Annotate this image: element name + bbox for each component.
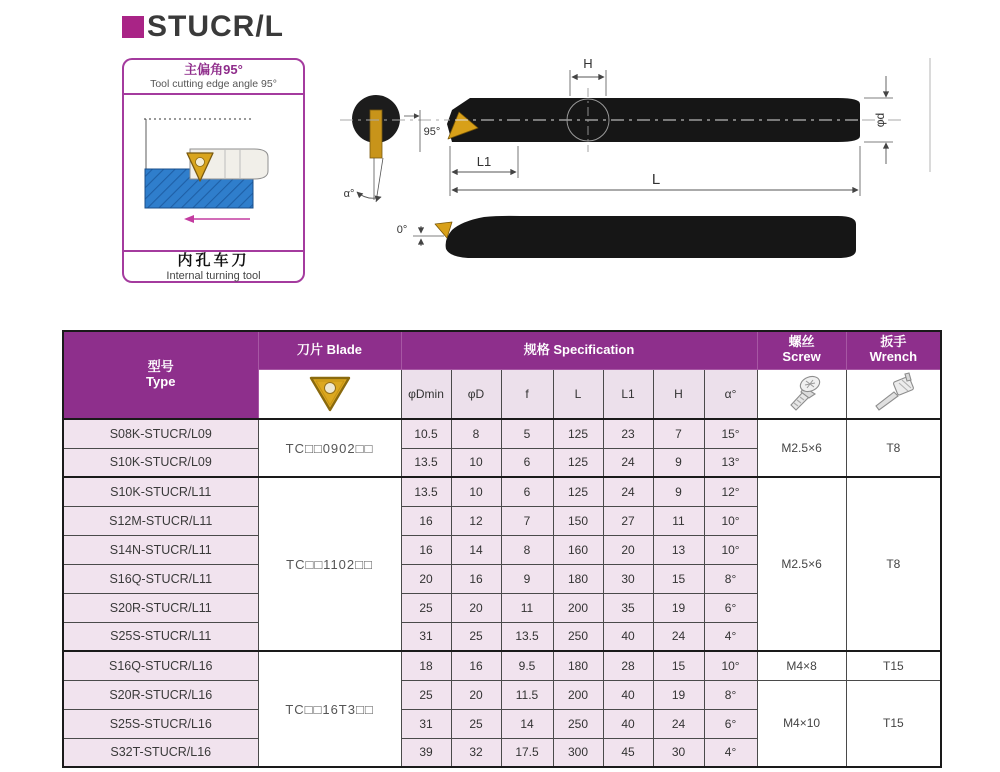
wrench-image-cell bbox=[846, 369, 941, 419]
spec-value-cell: 39 bbox=[401, 738, 451, 767]
spec-value-cell: 20 bbox=[451, 680, 501, 709]
card-header bbox=[124, 63, 303, 90]
col-header-specification: 规格 Specification bbox=[401, 331, 757, 369]
cutting-angle-label-en: Tool cutting edge angle 95° bbox=[150, 77, 277, 90]
table-row bbox=[63, 477, 941, 506]
page-title-block bbox=[122, 10, 284, 44]
spec-value-cell: 24 bbox=[653, 622, 704, 651]
spec-value-cell: 17.5 bbox=[501, 738, 553, 767]
tool-type-label-en: Internal turning tool bbox=[166, 269, 261, 282]
tool-type-label-cn: 内孔车刀 bbox=[177, 252, 250, 269]
spec-value-cell: 125 bbox=[553, 419, 603, 448]
spec-value-cell: 160 bbox=[553, 535, 603, 564]
spec-value-cell: 200 bbox=[553, 593, 603, 622]
col-header-wrench: 扳手 Wrench bbox=[846, 331, 941, 369]
spec-value-cell: 24 bbox=[603, 448, 653, 477]
spec-value-cell: 10 bbox=[451, 477, 501, 506]
screw-size-cell: M4×8 bbox=[757, 651, 846, 680]
spec-table bbox=[62, 330, 942, 768]
spec-value-cell: 150 bbox=[553, 506, 603, 535]
boring-bar-side-view bbox=[446, 216, 856, 258]
spec-value-cell: 7 bbox=[501, 506, 553, 535]
internal-turning-diagram bbox=[124, 95, 303, 250]
col-header-blade: 刀片 Blade bbox=[258, 331, 401, 369]
spec-value-cell: 23 bbox=[603, 419, 653, 448]
table-row bbox=[63, 680, 941, 709]
spec-value-cell: 28 bbox=[603, 651, 653, 680]
l1-dimension-label: L1 bbox=[476, 154, 492, 169]
spec-value-cell: 180 bbox=[553, 651, 603, 680]
spec-value-cell: 30 bbox=[653, 738, 704, 767]
spec-value-cell: 10 bbox=[451, 448, 501, 477]
zero-angle-label: 0° bbox=[396, 224, 408, 236]
spec-value-cell: 45 bbox=[603, 738, 653, 767]
spec-value-cell: 14 bbox=[451, 535, 501, 564]
spec-value-cell: 8° bbox=[704, 564, 757, 593]
spec-subheader: H bbox=[653, 369, 704, 419]
spec-value-cell: 20 bbox=[603, 535, 653, 564]
title-square-icon bbox=[122, 16, 144, 38]
spec-value-cell: 11.5 bbox=[501, 680, 553, 709]
spec-value-cell: 13° bbox=[704, 448, 757, 477]
type-cell: S08K-STUCR/L09 bbox=[63, 419, 258, 448]
spec-value-cell: 10° bbox=[704, 535, 757, 564]
spec-value-cell: 24 bbox=[653, 709, 704, 738]
spec-value-cell: 9.5 bbox=[501, 651, 553, 680]
spec-subheader: φDmin bbox=[401, 369, 451, 419]
blade-image-cell bbox=[258, 369, 401, 419]
type-cell: S10K-STUCR/L09 bbox=[63, 448, 258, 477]
spec-value-cell: 8° bbox=[704, 680, 757, 709]
spec-value-cell: 32 bbox=[451, 738, 501, 767]
spec-value-cell: 8 bbox=[451, 419, 501, 448]
spec-value-cell: 125 bbox=[553, 477, 603, 506]
spec-value-cell: 13.5 bbox=[401, 448, 451, 477]
spec-value-cell: 25 bbox=[401, 593, 451, 622]
screw-icon bbox=[779, 371, 825, 413]
end-view-insert bbox=[370, 110, 382, 158]
spec-value-cell: 9 bbox=[653, 448, 704, 477]
spec-value-cell: 25 bbox=[451, 622, 501, 651]
spec-subheader: φD bbox=[451, 369, 501, 419]
screw-size-cell: M4×10 bbox=[757, 680, 846, 767]
wrench-size-cell: T8 bbox=[846, 419, 941, 477]
spec-value-cell: 6° bbox=[704, 709, 757, 738]
spec-value-cell: 31 bbox=[401, 622, 451, 651]
spec-value-cell: 4° bbox=[704, 622, 757, 651]
spec-value-cell: 180 bbox=[553, 564, 603, 593]
spec-value-cell: 13 bbox=[653, 535, 704, 564]
blade-insert-icon bbox=[307, 371, 353, 413]
spec-value-cell: 31 bbox=[401, 709, 451, 738]
spec-value-cell: 27 bbox=[603, 506, 653, 535]
wrench-size-cell: T15 bbox=[846, 680, 941, 767]
spec-value-cell: 16 bbox=[401, 535, 451, 564]
spec-value-cell: 250 bbox=[553, 709, 603, 738]
type-cell: S20R-STUCR/L11 bbox=[63, 593, 258, 622]
spec-value-cell: 300 bbox=[553, 738, 603, 767]
spec-table-body bbox=[63, 419, 941, 767]
l-dimension-label: L bbox=[651, 171, 661, 188]
spec-value-cell: 40 bbox=[603, 680, 653, 709]
spec-value-cell: 18 bbox=[401, 651, 451, 680]
wrench-size-cell: T15 bbox=[846, 651, 941, 680]
type-cell: S12M-STUCR/L11 bbox=[63, 506, 258, 535]
spec-value-cell: 19 bbox=[653, 593, 704, 622]
screw-size-cell: M2.5×6 bbox=[757, 419, 846, 477]
spec-value-cell: 125 bbox=[553, 448, 603, 477]
spec-value-cell: 12 bbox=[451, 506, 501, 535]
spec-value-cell: 7 bbox=[653, 419, 704, 448]
spec-value-cell: 8 bbox=[501, 535, 553, 564]
page-title: STUCR/L bbox=[147, 10, 284, 43]
spec-value-cell: 11 bbox=[501, 593, 553, 622]
edge-angle-label: 95° bbox=[423, 126, 441, 138]
type-cell: S16Q-STUCR/L16 bbox=[63, 651, 258, 680]
screw-image-cell bbox=[757, 369, 846, 419]
h-dimension-label: H bbox=[583, 56, 593, 71]
spec-subheader: f bbox=[501, 369, 553, 419]
spec-value-cell: 24 bbox=[603, 477, 653, 506]
spec-value-cell: 10.5 bbox=[401, 419, 451, 448]
spec-subheader: α° bbox=[704, 369, 757, 419]
card-footer bbox=[124, 253, 303, 282]
alpha-angle-label: α° bbox=[343, 188, 355, 200]
type-cell: S25S-STUCR/L16 bbox=[63, 709, 258, 738]
spec-value-cell: 25 bbox=[401, 680, 451, 709]
spec-value-cell: 11 bbox=[653, 506, 704, 535]
spec-value-cell: 16 bbox=[451, 651, 501, 680]
type-cell: S20R-STUCR/L16 bbox=[63, 680, 258, 709]
spec-value-cell: 40 bbox=[603, 709, 653, 738]
spec-value-cell: 16 bbox=[401, 506, 451, 535]
type-cell: S32T-STUCR/L16 bbox=[63, 738, 258, 767]
spec-value-cell: 14 bbox=[501, 709, 553, 738]
spec-value-cell: 4° bbox=[704, 738, 757, 767]
spec-value-cell: 30 bbox=[603, 564, 653, 593]
col-header-type: 型号 Type bbox=[63, 331, 258, 419]
spec-value-cell: 9 bbox=[501, 564, 553, 593]
spec-value-cell: 200 bbox=[553, 680, 603, 709]
spec-value-cell: 15 bbox=[653, 564, 704, 593]
spec-value-cell: 15° bbox=[704, 419, 757, 448]
spec-value-cell: 250 bbox=[553, 622, 603, 651]
wrench-size-cell: T8 bbox=[846, 477, 941, 651]
spec-value-cell: 25 bbox=[451, 709, 501, 738]
spec-value-cell: 13.5 bbox=[501, 622, 553, 651]
screw-size-cell: M2.5×6 bbox=[757, 477, 846, 651]
spec-value-cell: 20 bbox=[401, 564, 451, 593]
spec-value-cell: 40 bbox=[603, 622, 653, 651]
cutting-angle-label-cn: 主偏角95° bbox=[184, 62, 243, 77]
tool-info-card bbox=[122, 58, 305, 283]
table-row bbox=[63, 419, 941, 448]
spec-value-cell: 13.5 bbox=[401, 477, 451, 506]
type-cell: S10K-STUCR/L11 bbox=[63, 477, 258, 506]
type-cell: S25S-STUCR/L11 bbox=[63, 622, 258, 651]
spec-value-cell: 12° bbox=[704, 477, 757, 506]
spec-value-cell: 6 bbox=[501, 477, 553, 506]
shank-diameter-label: φd bbox=[873, 112, 887, 128]
type-cell: S16Q-STUCR/L11 bbox=[63, 564, 258, 593]
blade-code-cell: TC□□1102□□ bbox=[258, 477, 401, 651]
spec-value-cell: 5 bbox=[501, 419, 553, 448]
spec-value-cell: 35 bbox=[603, 593, 653, 622]
type-cell: S14N-STUCR/L11 bbox=[63, 535, 258, 564]
spec-value-cell: 10° bbox=[704, 651, 757, 680]
spec-value-cell: 9 bbox=[653, 477, 704, 506]
spec-subheader: L1 bbox=[603, 369, 653, 419]
technical-drawing bbox=[320, 45, 955, 320]
blade-code-cell: TC□□0902□□ bbox=[258, 419, 401, 477]
spec-value-cell: 6 bbox=[501, 448, 553, 477]
spec-value-cell: 6° bbox=[704, 593, 757, 622]
spec-value-cell: 10° bbox=[704, 506, 757, 535]
spec-value-cell: 16 bbox=[451, 564, 501, 593]
spec-subheader: L bbox=[553, 369, 603, 419]
spec-value-cell: 19 bbox=[653, 680, 704, 709]
col-header-screw: 螺丝 Screw bbox=[757, 331, 846, 369]
table-row bbox=[63, 651, 941, 680]
torx-wrench-icon bbox=[867, 371, 919, 413]
blade-code-cell: TC□□16T3□□ bbox=[258, 651, 401, 767]
spec-value-cell: 20 bbox=[451, 593, 501, 622]
spec-value-cell: 15 bbox=[653, 651, 704, 680]
